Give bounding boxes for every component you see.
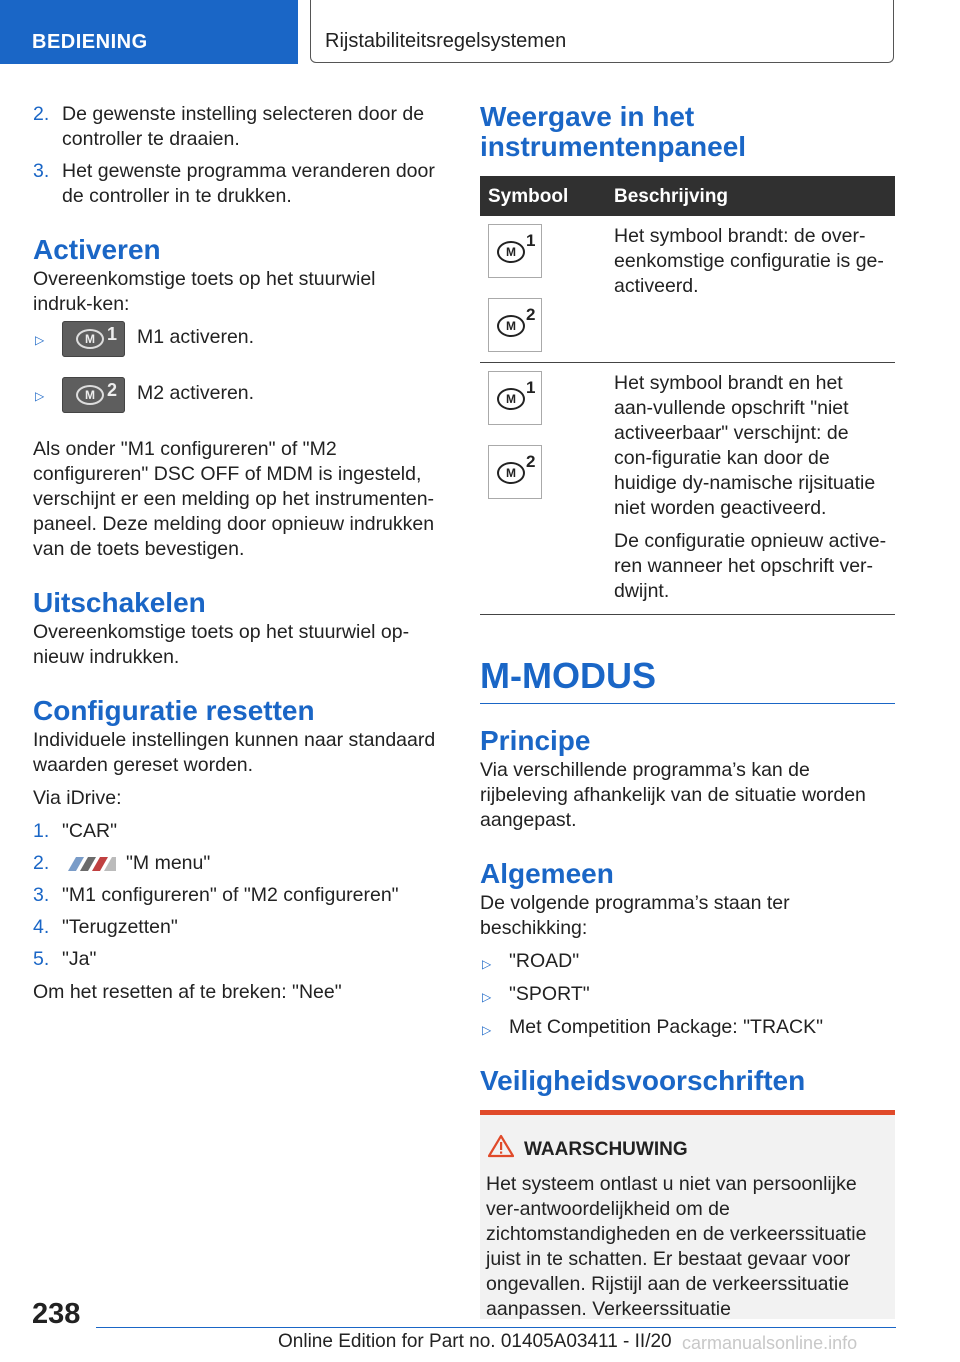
- heading-configuratie-resetten: Configuratie resetten: [33, 695, 315, 726]
- symbol-table: [480, 176, 895, 615]
- bullet-triangle-icon: ▷: [482, 990, 492, 1004]
- heading-algemeen: Algemeen: [480, 858, 614, 889]
- bullet-triangle-icon: ▷: [35, 389, 45, 403]
- uitschakelen-text: Overeenkomstige toets op het stuurwiel op‐nieuw indrukken.: [33, 621, 410, 668]
- bullet-triangle-icon: ▷: [35, 333, 45, 347]
- watermark: carmanualsonline.info: [682, 1333, 858, 1353]
- chapter-title: Rijstabiliteitsregelsystemen: [325, 30, 567, 52]
- list-item: ▷ "ROAD": [480, 949, 895, 974]
- heading-veiligheid: Veiligheidsvoorschriften: [480, 1065, 806, 1096]
- reset-via: Via iDrive:: [33, 787, 122, 809]
- list-item: ▷ Met Competition Package: "TRACK": [480, 1015, 895, 1040]
- programs-list: [480, 949, 895, 1040]
- warning-box: [480, 1110, 895, 1319]
- left-column: [33, 102, 438, 1013]
- list-item: 2. "M menu": [33, 852, 211, 874]
- page-number: 238: [32, 1298, 81, 1330]
- list-item: 1. "CAR": [33, 820, 118, 842]
- reset-text: Individuele instellingen kunnen naar standaard waarden gereset worden.: [33, 729, 436, 776]
- heading-activeren: Activeren: [33, 234, 161, 265]
- m1-symbol-icon: M 1: [488, 371, 542, 425]
- table-cell: Het symbool brandt en het aan‐vullende opschrift "niet activeerbaar" verschijnt: de con‐figuratie kan door de huidige dy‐namische rijsituatie niet worden geactiveerd.: [614, 372, 876, 519]
- m2-symbol-icon: M 2: [488, 445, 542, 499]
- m-stripes-icon: [62, 855, 116, 873]
- m-modus-rule: [480, 657, 895, 704]
- section-label: BEDIENING: [32, 31, 148, 53]
- table-cell: De configuratie opnieuw active‐ren wanneer het opschrift ver‐dwijnt.: [614, 530, 887, 602]
- list-item: 4. "Terugzetten": [33, 916, 178, 938]
- list-item: 3. Het gewenste programma veranderen door de controller in te drukken.: [33, 160, 435, 207]
- right-column: [480, 102, 895, 1319]
- heading-uitschakelen: Uitschakelen: [33, 587, 206, 618]
- bullet-triangle-icon: ▷: [482, 957, 492, 971]
- warning-title: WAARSCHUWING: [486, 1137, 889, 1162]
- table-row: [480, 216, 895, 363]
- warning-text: Het systeem ontlast u niet van persoonlijke ver‐antwoordelijkheid om de zichtomstandigheden en de verkeerssituatie juist in te schatten. Er bestaat gevaar voor ongevallen. Rijstijl aan de verkeerssituatie aanpassen. Verkeerssituatie: [486, 1173, 867, 1319]
- m1-button-icon: M 1: [62, 321, 125, 357]
- list-item: ▷ M 1 M1 activeren.: [33, 325, 438, 369]
- chapter-title-box: [310, 0, 894, 63]
- list-item: ▷ "SPORT": [480, 982, 895, 1007]
- m1-symbol-icon: M 1: [488, 224, 542, 278]
- footer-rule: [96, 1327, 896, 1328]
- column-header-symbool: Symbool: [480, 176, 606, 216]
- list-item: 5. "Ja": [33, 948, 97, 970]
- principe-text: Via verschillende programma’s kan de rijbeleving afhankelijk van de situatie worden aangepast.: [480, 759, 866, 831]
- activeren-note: Als onder "M1 configureren" of "M2 configureren" DSC OFF of MDM is ingesteld, verschijnt er een melding op het instrumenten‐paneel. Deze melding door opnieuw indrukken van de toets bevestigen.: [33, 438, 435, 560]
- list-item: 3. "M1 configureren" of "M2 configureren": [33, 884, 399, 906]
- warning-triangle-icon: [488, 1134, 514, 1158]
- column-header-beschrijving: Beschrijving: [606, 176, 895, 216]
- section-tab: [0, 0, 298, 64]
- reset-cancel: Om het resetten af te breken: "Nee": [33, 981, 342, 1003]
- heading-weergave: Weergave in het instrumentenpaneel: [480, 101, 747, 162]
- reset-steps-list: [33, 819, 438, 972]
- steps-top-list: [33, 102, 438, 209]
- heading-m-modus: M-MODUS: [480, 655, 656, 696]
- activeren-intro: Overeenkomstige toets op het stuurwiel indruk‐ken:: [33, 268, 376, 315]
- list-item: ▷ M 2 M2 activeren.: [33, 381, 438, 425]
- table-cell: Het symbool brandt: de over‐eenkomstige configuratie is ge‐activeerd.: [614, 225, 884, 297]
- heading-principe: Principe: [480, 725, 591, 756]
- page-header: [0, 0, 960, 64]
- table-row: [480, 363, 895, 615]
- algemeen-text: De volgende programma’s staan ter beschikking:: [480, 892, 790, 939]
- m2-symbol-icon: M 2: [488, 298, 542, 352]
- m2-button-icon: M 2: [62, 377, 125, 413]
- list-item: 2. De gewenste instelling selecteren door de controller te draaien.: [33, 103, 425, 150]
- footer-edition: Online Edition for Part no. 01405A03411 - II/20: [278, 1331, 672, 1352]
- bullet-triangle-icon: ▷: [482, 1023, 492, 1037]
